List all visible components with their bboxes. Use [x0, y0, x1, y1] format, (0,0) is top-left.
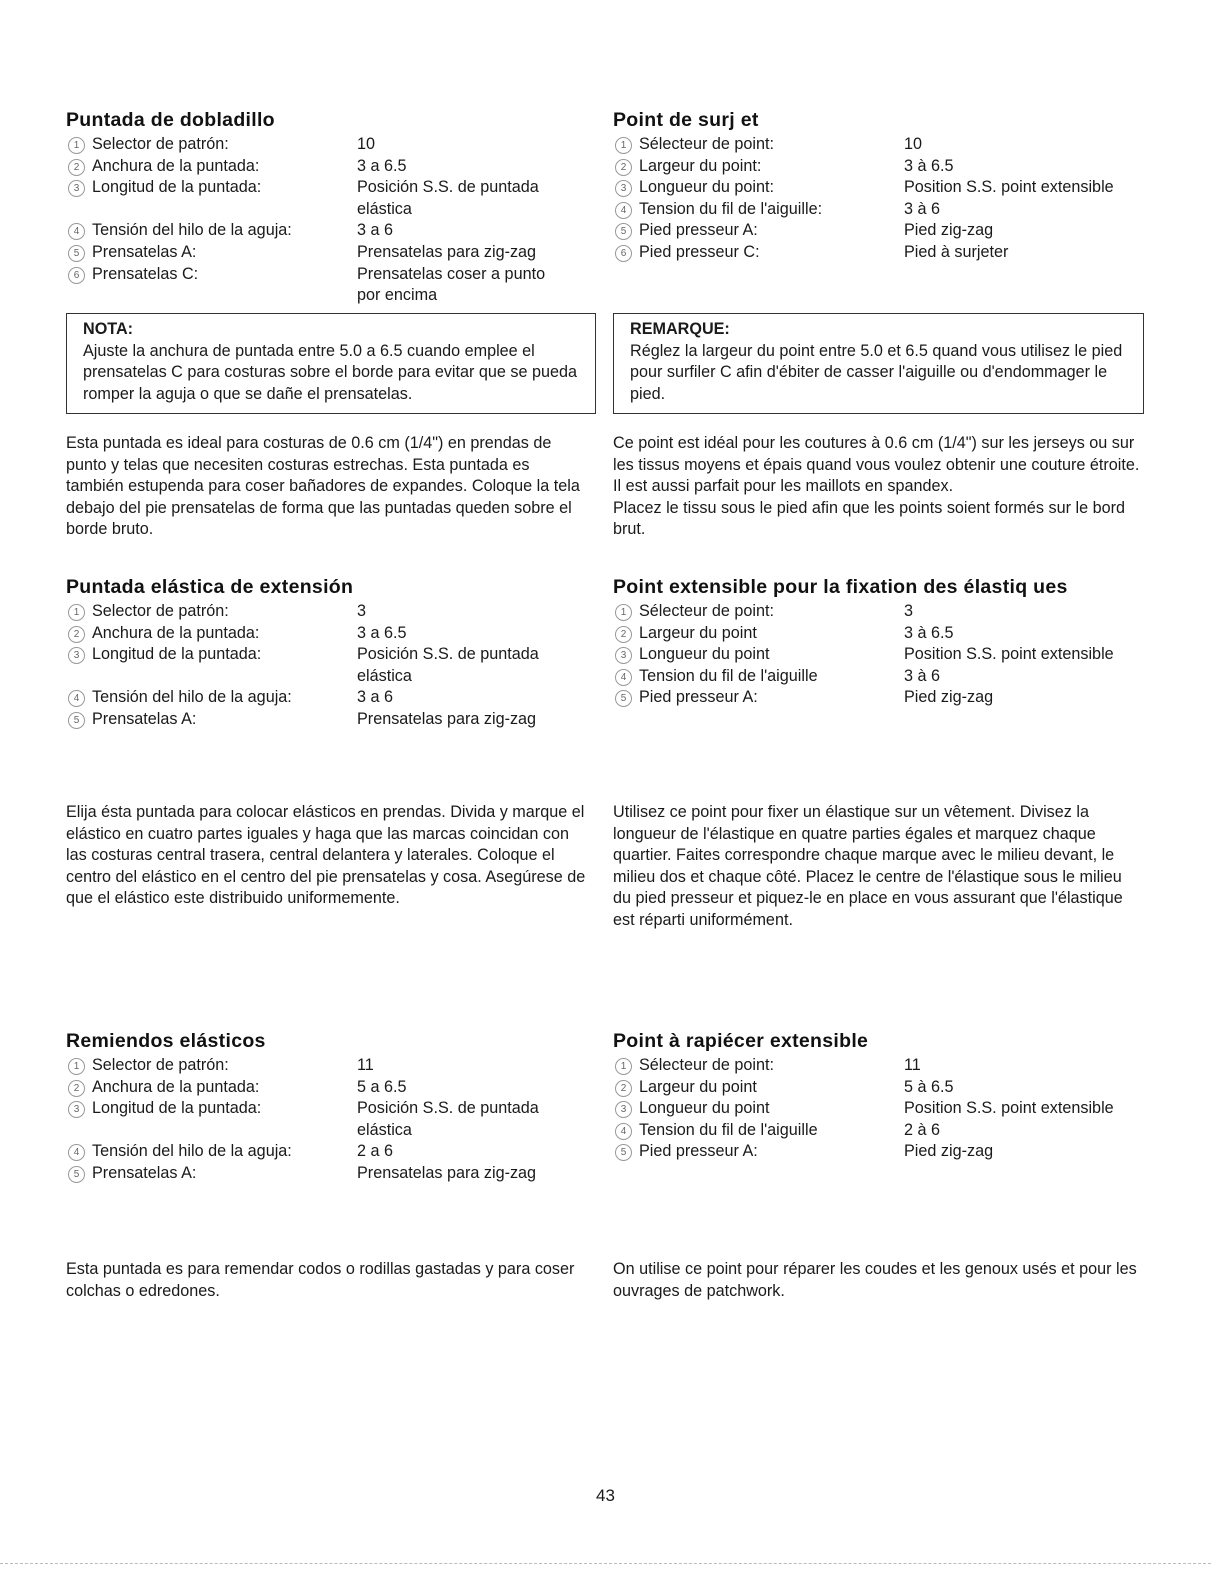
- setting-label: Prensatelas C:: [92, 264, 199, 283]
- circled-number: 5: [68, 245, 85, 262]
- note-box-es: [66, 313, 596, 414]
- circled-number: 5: [68, 712, 85, 729]
- setting-value: 3 a 6.5: [357, 156, 407, 175]
- page-bottom-rule: [0, 1563, 1211, 1564]
- setting-row: [66, 156, 596, 178]
- setting-label: Prensatelas A:: [92, 1163, 197, 1182]
- setting-row: [66, 1055, 596, 1077]
- setting-label: Longitud de la puntada:: [92, 1099, 262, 1118]
- setting-label: Selector de patrón:: [92, 602, 229, 620]
- setting-value: 3: [357, 602, 367, 620]
- circled-number: 2: [615, 159, 632, 176]
- section-title: Remiendos elásticos: [66, 1030, 266, 1052]
- setting-label: Prensatelas A:: [92, 709, 197, 728]
- section-title: Point à rapiécer extensible: [613, 1030, 869, 1052]
- setting-value: Prensatelas para zig-zag: [357, 242, 537, 261]
- setting-label: Tensión del hilo de la aguja:: [92, 688, 292, 707]
- circled-number: 1: [68, 604, 85, 621]
- circled-number: 5: [615, 223, 632, 240]
- page-number: 43: [596, 1486, 615, 1505]
- circled-number: 2: [615, 1080, 632, 1097]
- settings-list: [613, 134, 1143, 264]
- setting-value: 3 à 6: [904, 666, 941, 685]
- setting-label: Anchura de la puntada:: [92, 623, 260, 642]
- setting-row: [613, 220, 1143, 242]
- setting-value: 10: [904, 135, 923, 153]
- setting-value: Pied zig-zag: [904, 1142, 994, 1161]
- setting-label: Tension du fil de l'aiguille:: [639, 199, 823, 218]
- setting-value: Prensatelas para zig-zag: [357, 709, 537, 728]
- paragraph-elastic-es: Elija ésta puntada para colocar elásticos en prendas. Divida y marque el elástico en cuatro partes iguales y haga que las marcas coincidan con las costuras central trasera, central delantera y laterales. Coloque el centro del elástico en el centro del pie prensatelas y cosa. Asegúrese de que el elástico este distribuido uniformemente.: [66, 803, 586, 908]
- circled-number: 1: [615, 1058, 632, 1075]
- paragraph-hem-es: Esta puntada es ideal para costuras de 0.6 cm (1/4") en prendas de punto y telas que necesiten costuras estrechas. Esta puntada es también estupenda para coser bañadores de expandes. Coloque la tela debajo del pie prensatelas de forma que las puntadas queden sobre el borde bruto.: [66, 434, 580, 539]
- setting-row: [66, 623, 596, 645]
- setting-value: Pied zig-zag: [904, 221, 994, 240]
- setting-value: 11: [904, 1056, 921, 1074]
- setting-value: 3 a 6: [357, 221, 394, 240]
- setting-value: Position S.S. point extensible: [904, 645, 1114, 664]
- setting-value: 11: [357, 1056, 374, 1074]
- setting-row: [66, 220, 596, 242]
- circled-number: 4: [615, 1123, 632, 1140]
- circled-number: 1: [615, 137, 632, 154]
- setting-row: [613, 134, 1143, 156]
- setting-label: Largeur du point:: [639, 156, 762, 175]
- setting-label: Tension du fil de l'aiguille: [639, 1120, 818, 1139]
- section-title: Point extensible pour la fixation des élastiq ues: [613, 576, 1068, 598]
- section-title: Puntada elástica de extensión: [66, 576, 354, 598]
- setting-value: 3 a 6: [357, 688, 394, 707]
- note-text: Réglez la largeur du point entre 5.0 et 6.5 quand vous utilisez le pied pour surfiler C afin d'ébiter de casser l'aiguille ou d'endommager le pied.: [630, 341, 1123, 403]
- setting-value: Prensatelas para zig-zag: [357, 1163, 537, 1182]
- paragraph-patch-fr: On utilise ce point pour réparer les coudes et les genoux usés et pour les ouvrages de patchwork.: [613, 1260, 1137, 1300]
- setting-label: Longueur du point: [639, 645, 770, 664]
- setting-label: Sélecteur de point:: [639, 602, 774, 620]
- setting-row: [613, 1077, 1143, 1099]
- paragraph-elastic-fr: Utilisez ce point pour fixer un élastique sur un vêtement. Divisez la longueur de l'élastique en quatre parties égales et marquez chaque quartier. Faites correspondre chaque marque avec le milieu devant, le milieu dos et chaque côté. Placez le centre de l'élastique sous le milieu du pied presseur et piquez-le en place en vous assurant que l'élastique est réparti uniformément.: [613, 803, 1123, 929]
- circled-number: 1: [68, 137, 85, 154]
- note-box-fr: [613, 313, 1144, 414]
- setting-value: Position S.S. point extensible: [904, 178, 1114, 197]
- setting-value: 5 à 6.5: [904, 1077, 954, 1096]
- setting-value: 3 a 6.5: [357, 623, 407, 642]
- setting-label: Tensión del hilo de la aguja:: [92, 221, 292, 240]
- section-elastic-es: [66, 575, 596, 731]
- setting-row: [66, 1077, 596, 1099]
- setting-row: [613, 666, 1143, 688]
- setting-label: Anchura de la puntada:: [92, 156, 260, 175]
- circled-number: 1: [68, 1058, 85, 1075]
- section-hem-es: [66, 108, 596, 307]
- setting-value: 3: [904, 602, 914, 620]
- setting-row: [66, 709, 596, 731]
- setting-label: Anchura de la puntada:: [92, 1077, 260, 1096]
- section-patch-fr: [613, 1029, 1143, 1163]
- circled-number: 2: [68, 159, 85, 176]
- setting-row: [66, 242, 596, 264]
- setting-label: Pied presseur C:: [639, 242, 760, 261]
- setting-label: Pied presseur A:: [639, 221, 758, 240]
- setting-label: Tension du fil de l'aiguille: [639, 666, 818, 685]
- setting-row: [66, 1098, 596, 1141]
- setting-value: Prensatelas coser a punto por encima: [357, 264, 546, 305]
- circled-number: 6: [68, 267, 85, 284]
- setting-row: [613, 1055, 1143, 1077]
- circled-number: 2: [68, 1080, 85, 1097]
- section-hem-fr: [613, 108, 1143, 264]
- setting-row: [613, 1141, 1143, 1163]
- settings-list: [66, 601, 596, 731]
- setting-value: Pied zig-zag: [904, 688, 994, 707]
- setting-row: [613, 601, 1143, 623]
- setting-label: Sélecteur de point:: [639, 1056, 774, 1074]
- setting-row: [66, 1141, 596, 1163]
- setting-label: Longueur du point:: [639, 178, 775, 197]
- setting-value: 3 à 6.5: [904, 623, 954, 642]
- setting-value: 10: [357, 135, 376, 153]
- setting-value: 5 a 6.5: [357, 1077, 407, 1096]
- settings-list: [66, 1055, 596, 1185]
- section-title: Point de surj et: [613, 109, 759, 131]
- circled-number: 4: [615, 202, 632, 219]
- setting-label: Longitud de la puntada:: [92, 645, 262, 664]
- setting-row: [613, 177, 1143, 199]
- setting-value: 2 à 6: [904, 1120, 941, 1139]
- setting-row: [66, 687, 596, 709]
- setting-label: Pied presseur A:: [639, 688, 758, 707]
- circled-number: 4: [68, 1144, 85, 1161]
- setting-label: Selector de patrón:: [92, 1056, 229, 1074]
- section-title: Puntada de dobladillo: [66, 109, 275, 131]
- setting-value: 2 a 6: [357, 1142, 394, 1161]
- note-title: NOTA:: [83, 320, 134, 338]
- setting-row: [613, 623, 1143, 645]
- setting-label: Longitud de la puntada:: [92, 178, 262, 197]
- note-text: Ajuste la anchura de puntada entre 5.0 a 6.5 cuando emplee el prensatelas C para costuras sobre el borde para evitar que se pueda romper la aguja o que se dañe el prensatelas.: [83, 341, 578, 403]
- setting-row: [613, 156, 1143, 178]
- circled-number: 5: [615, 1144, 632, 1161]
- setting-row: [66, 601, 596, 623]
- circled-number: 1: [615, 604, 632, 621]
- setting-row: [613, 1120, 1143, 1142]
- setting-row: [613, 687, 1143, 709]
- paragraph-hem-fr: Ce point est idéal pour les coutures à 0.6 cm (1/4") sur les jerseys ou sur les tissus moyens et épais quand vous voulez obtenir une couture étroite. Il est aussi parfait pour les maillots en spandex. Placez le tissu sous le pied afin que les points soient formés sur le bord brut.: [613, 434, 1140, 539]
- setting-row: [613, 242, 1143, 264]
- setting-label: Sélecteur de point:: [639, 135, 774, 153]
- setting-label: Largeur du point: [639, 623, 757, 642]
- circled-number: 2: [615, 626, 632, 643]
- setting-value: 3 à 6: [904, 199, 941, 218]
- setting-row: [66, 177, 596, 220]
- setting-row: [613, 644, 1143, 666]
- section-elastic-fr: [613, 575, 1143, 709]
- circled-number: 3: [68, 1101, 85, 1118]
- circled-number: 5: [68, 1166, 85, 1183]
- circled-number: 4: [615, 669, 632, 686]
- settings-list: [613, 1055, 1143, 1163]
- setting-row: [66, 1163, 596, 1185]
- setting-label: Largeur du point: [639, 1077, 757, 1096]
- setting-row: [66, 134, 596, 156]
- circled-number: 5: [615, 690, 632, 707]
- setting-value: Position S.S. point extensible: [904, 1099, 1114, 1118]
- setting-row: [66, 264, 596, 307]
- circled-number: 4: [68, 223, 85, 240]
- section-patch-es: [66, 1029, 596, 1185]
- circled-number: 3: [615, 180, 632, 197]
- circled-number: 3: [68, 647, 85, 664]
- setting-value: 3 à 6.5: [904, 156, 954, 175]
- setting-row: [66, 644, 596, 687]
- circled-number: 4: [68, 690, 85, 707]
- setting-label: Selector de patrón:: [92, 135, 229, 153]
- setting-value: Pied à surjeter: [904, 242, 1009, 261]
- settings-list: [66, 134, 596, 307]
- circled-number: 6: [615, 245, 632, 262]
- setting-value: Posición S.S. de puntada elástica: [357, 1099, 539, 1139]
- setting-value: Posición S.S. de puntada elástica: [357, 178, 539, 218]
- circled-number: 3: [68, 180, 85, 197]
- note-title: REMARQUE:: [630, 320, 730, 338]
- circled-number: 2: [68, 626, 85, 643]
- setting-label: Prensatelas A:: [92, 242, 197, 261]
- setting-label: Pied presseur A:: [639, 1142, 758, 1161]
- paragraph-patch-es: Esta puntada es para remendar codos o rodillas gastadas y para coser colchas o edredones.: [66, 1260, 575, 1300]
- setting-row: [613, 199, 1143, 221]
- circled-number: 3: [615, 647, 632, 664]
- setting-label: Tensión del hilo de la aguja:: [92, 1142, 292, 1161]
- setting-value: Posición S.S. de puntada elástica: [357, 645, 539, 685]
- setting-label: Longueur du point: [639, 1099, 770, 1118]
- setting-row: [613, 1098, 1143, 1120]
- settings-list: [613, 601, 1143, 709]
- circled-number: 3: [615, 1101, 632, 1118]
